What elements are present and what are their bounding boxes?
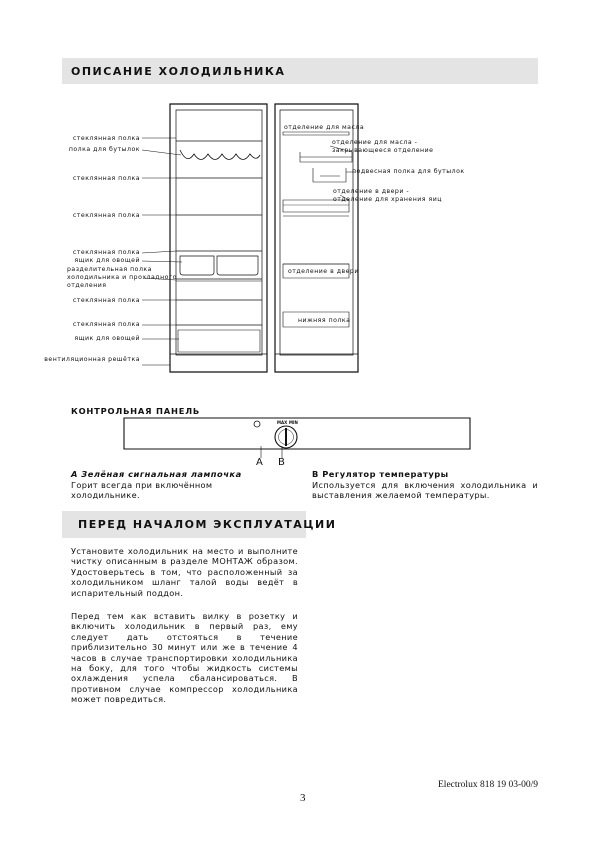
lamp-description: Горит всегда при включённом холодильнике.: [71, 480, 213, 501]
label-glass-shelf-1: стеклянная полка: [72, 135, 140, 142]
butter-compartment: [283, 132, 349, 135]
knob-max-label: MAX: [277, 420, 288, 425]
green-signal-lamp: [254, 421, 260, 427]
label-egg-compartment-2: отделение для хранения яиц: [333, 196, 442, 203]
marker-a: A: [256, 457, 263, 468]
vegetable-drawer-upper-right: [217, 256, 258, 275]
page-number: 3: [300, 792, 306, 804]
section-title-before-use: ПЕРЕД НАЧАЛОМ ЭКСПЛУАТАЦИИ: [78, 518, 337, 531]
before-use-paragraph-2: Перед тем как вставить вилку в розетку и включить холодильник в первый раз, ему следует дать отстояться в течение приблизительно 30 минут или же в течение 4 часов в случае транспортировки холодильника на боку, для того чтобы жидкость системы охлаждения успела сбалансироваться. В противном случае компрессор холодильника может повредиться.: [71, 611, 298, 705]
label-glass-shelf-6: стеклянная полка: [72, 321, 140, 328]
label-divider-shelf-2: холодильника и прохладного: [67, 274, 177, 281]
label-glass-shelf-2: стеклянная полка: [72, 175, 140, 182]
label-butter-cover-1: отделение для масла -: [332, 139, 418, 146]
control-panel-title: КОНТРОЛЬНАЯ ПАНЕЛЬ: [71, 406, 201, 416]
label-hanging-bottle-shelf: подвесная полка для бутылок: [352, 168, 465, 175]
label-vegetable-drawer-1: ящик для овощей: [74, 257, 140, 264]
label-bottle-shelf: полка для бутылок: [68, 146, 140, 153]
before-use-paragraph-1: Установите холодильник на место и выполните чистку описанным в разделе МОНТАЖ образом. Удостоверьтесь в том, что расположенный за холодильником шланг талой воды ведёт в испарительный поддон.: [71, 546, 298, 598]
vegetable-drawer-upper-left: [180, 256, 214, 275]
label-butter-cover-2: закрывающееся отделение: [332, 147, 434, 154]
section-title-fridge-description: ОПИСАНИЕ ХОЛОДИЛЬНИКА: [71, 65, 286, 78]
knob-min-label: MIN: [289, 420, 298, 425]
knob-description: Используется для включения холодильника и выставления желаемой температуры.: [312, 480, 538, 501]
label-glass-shelf-5: стеклянная полка: [72, 297, 140, 304]
label-vegetable-drawer-2: ящик для овощей: [74, 335, 140, 342]
knob-heading: B Регулятор температуры: [312, 469, 449, 479]
fridge-cabinet-outline: [170, 104, 267, 372]
label-butter-compartment: отделение для масла: [284, 124, 365, 131]
hanging-bottle-shelf: [313, 168, 346, 182]
bottle-rack: [180, 150, 260, 160]
vegetable-drawer-lower: [178, 330, 260, 352]
label-egg-compartment-1: отделение в двери -: [333, 188, 410, 195]
lamp-heading: A Зелёная сигнальная лампочка: [71, 469, 242, 479]
label-glass-shelf-3: стеклянная полка: [72, 212, 140, 219]
label-door-compartment: отделение в двери: [288, 268, 359, 275]
label-bottom-shelf: нижняя полка: [298, 317, 351, 324]
label-glass-shelf-4: стеклянная полка: [72, 249, 140, 256]
fridge-cabinet-inner: [176, 110, 262, 355]
document-reference: Electrolux 818 19 03-00/9: [438, 780, 538, 790]
marker-b: B: [278, 457, 285, 468]
label-divider-shelf-1: разделительная полка: [67, 266, 152, 273]
label-ventilation-grille: вентиляционная решётка: [44, 356, 140, 363]
label-divider-shelf-3: отделения: [67, 282, 107, 289]
